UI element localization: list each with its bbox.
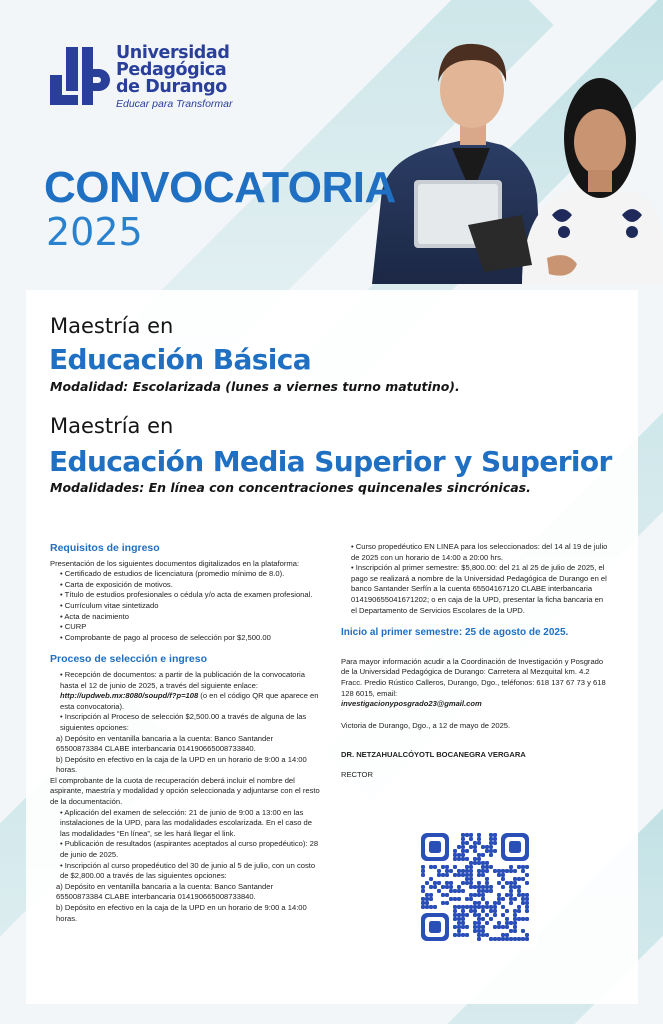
- proceso-examen: • Aplicación del examen de selección: 21 de junio de 9:00 a 13:00 en las instalaciones de la UPD, para las modalidades escolarizada. En el caso de las modalidades “En línea”, se les hará llegar el link.: [60, 807, 313, 838]
- requisito-item: • Carta de exposición de motivos.: [60, 579, 173, 589]
- contact-email[interactable]: investigacionyposgrado23@gmail.com: [341, 699, 482, 709]
- program-2-name: Educación Media Superior y Superior: [49, 445, 612, 478]
- option-deposito-banco: a) Depósito en ventanilla bancaria a la cuenta: Banco Santander 65500873384 CLABE interbancaria 014190665008733840.: [56, 733, 273, 754]
- proceso-inscripcion: • Inscripción al Proceso de selección $2,500.00 a través de alguna de las siguientes opciones:: [60, 712, 307, 732]
- comprobante-note: El comprobante de la cuota de recuperación deberá incluir el nombre del aspirante, maestría y modalidad y opción seleccionada y adjuntarse con el resto de la documentación.: [50, 775, 320, 807]
- qr-code[interactable]: [413, 825, 537, 949]
- proceso-recepcion: • Recepción de documentos: a partir de la publicación de la convocatoria hasta el 12 de junio de 2025, a través del siguiente enlace: http://updweb.mx:8080/soupd/f?p=108 (o en el código QR que aparece en esta convocatoria).: [60, 669, 319, 711]
- upd-logo-icon: [50, 45, 110, 107]
- logo-line-3: de Durango: [116, 77, 227, 97]
- option-deposito-caja: b) Depósito en efectivo en la caja de la UPD en un horario de 9:00 a 14:00 horas.: [56, 754, 307, 775]
- proceso-heading: Proceso de selección e ingreso: [50, 653, 207, 666]
- proceso-resultados: • Publicación de resultados (aspirantes aceptados al curso propedéutico): 28 de junio de 2025.: [60, 839, 319, 860]
- students-photo: [372, 20, 663, 284]
- signer-role: RECTOR: [341, 769, 373, 779]
- issue-date: Victoria de Durango, Dgo., a 12 de mayo de 2025.: [341, 720, 511, 730]
- program-1-name: Educación Básica: [49, 343, 312, 376]
- contact-info: Para mayor información acudir a la Coordinación de Investigación y Posgrado de la Universidad Pedagógica de Durango: Carretera al Mezquital km. 4.2 Fracc. Predio Rústico Calleros, Durango, Dgo., teléfonos: 618 137 67 73 y 618 128 6015, email:: [341, 656, 606, 698]
- requisito-item: • Currículum vitae sintetizado: [60, 600, 159, 610]
- registration-link[interactable]: http://updweb.mx:8080/soupd/f?p=108: [60, 691, 199, 701]
- inscripcion-semestre: • Inscripción al primer semestre: $5,800.00: del 21 al 25 de julio de 2025, el pago se realizará a nombre de la Universidad Pedagógica de Durango en el banco Santander Serfín a la cuenta 65504167120 CLABE interbancaria 014190655041671202; o en caja de la UPD, presentar la ficha bancaria en el Departamento de Servicios Escolares de la UPD.: [351, 563, 607, 615]
- requisitos-heading: Requisitos de ingreso: [50, 542, 160, 554]
- left-column: [50, 543, 320, 924]
- requisito-item: • Título de estudios profesionales o cédula y/o acta de examen profesional.: [60, 590, 313, 600]
- program-2-modality: Modalidades: En línea con concentraciones quincenales sincrónicas.: [50, 480, 531, 495]
- logo-line-1: Universidad: [116, 43, 230, 63]
- requisito-item: • Acta de nacimiento: [60, 611, 129, 621]
- curso-en-linea: • Curso propedéutico EN LINEA para los seleccionados: del 14 al 19 de julio de 2025 con un horario de 14:00 a 20:00 hrs.: [351, 542, 608, 562]
- right-column: [341, 542, 611, 781]
- program-1-modality: Modalidad: Escolarizada (lunes a viernes turno matutino).: [50, 379, 460, 394]
- requisito-item: • Comprobante de pago al proceso de selección por $2,500.00: [60, 632, 271, 642]
- option-deposito-caja-2: b) Depósito en efectivo en la caja de la UPD en un horario de 9:00 a 14:00 horas.: [56, 903, 307, 923]
- university-logo: [50, 45, 233, 110]
- page-title: CONVOCATORIA: [44, 163, 396, 212]
- program-2-prefix: Maestría en: [50, 414, 174, 438]
- requisitos-intro: Presentación de los siguientes documentos digitalizados en la plataforma:: [50, 558, 300, 568]
- program-1-prefix: Maestría en: [50, 314, 174, 338]
- proceso-propedeutico: • Inscripción al curso propedéutico del 30 de junio al 5 de julio, con un costo de $2,800.00 a través de las siguientes opciones:: [60, 860, 316, 881]
- inicio-semestre: Inicio al primer semestre: 25 de agosto de 2025.: [341, 627, 569, 639]
- logo-line-2: Pedagógica: [116, 60, 227, 80]
- requisito-item: • CURP: [60, 622, 87, 632]
- option-deposito-banco-2: a) Depósito en ventanilla bancaria a la cuenta: Banco Santander 65500873384 CLABE interbancaria 014190665008733840.: [56, 881, 273, 902]
- logo-tagline: Educar para Transformar: [116, 98, 233, 110]
- signer-name: DR. NETZAHUALCÓYOTL BOCANEGRA VERGARA: [341, 750, 526, 760]
- title-year: 2025: [46, 210, 143, 254]
- requisito-item: • Certificado de estudios de licenciatura (promedio mínimo de 8.0).: [60, 569, 285, 579]
